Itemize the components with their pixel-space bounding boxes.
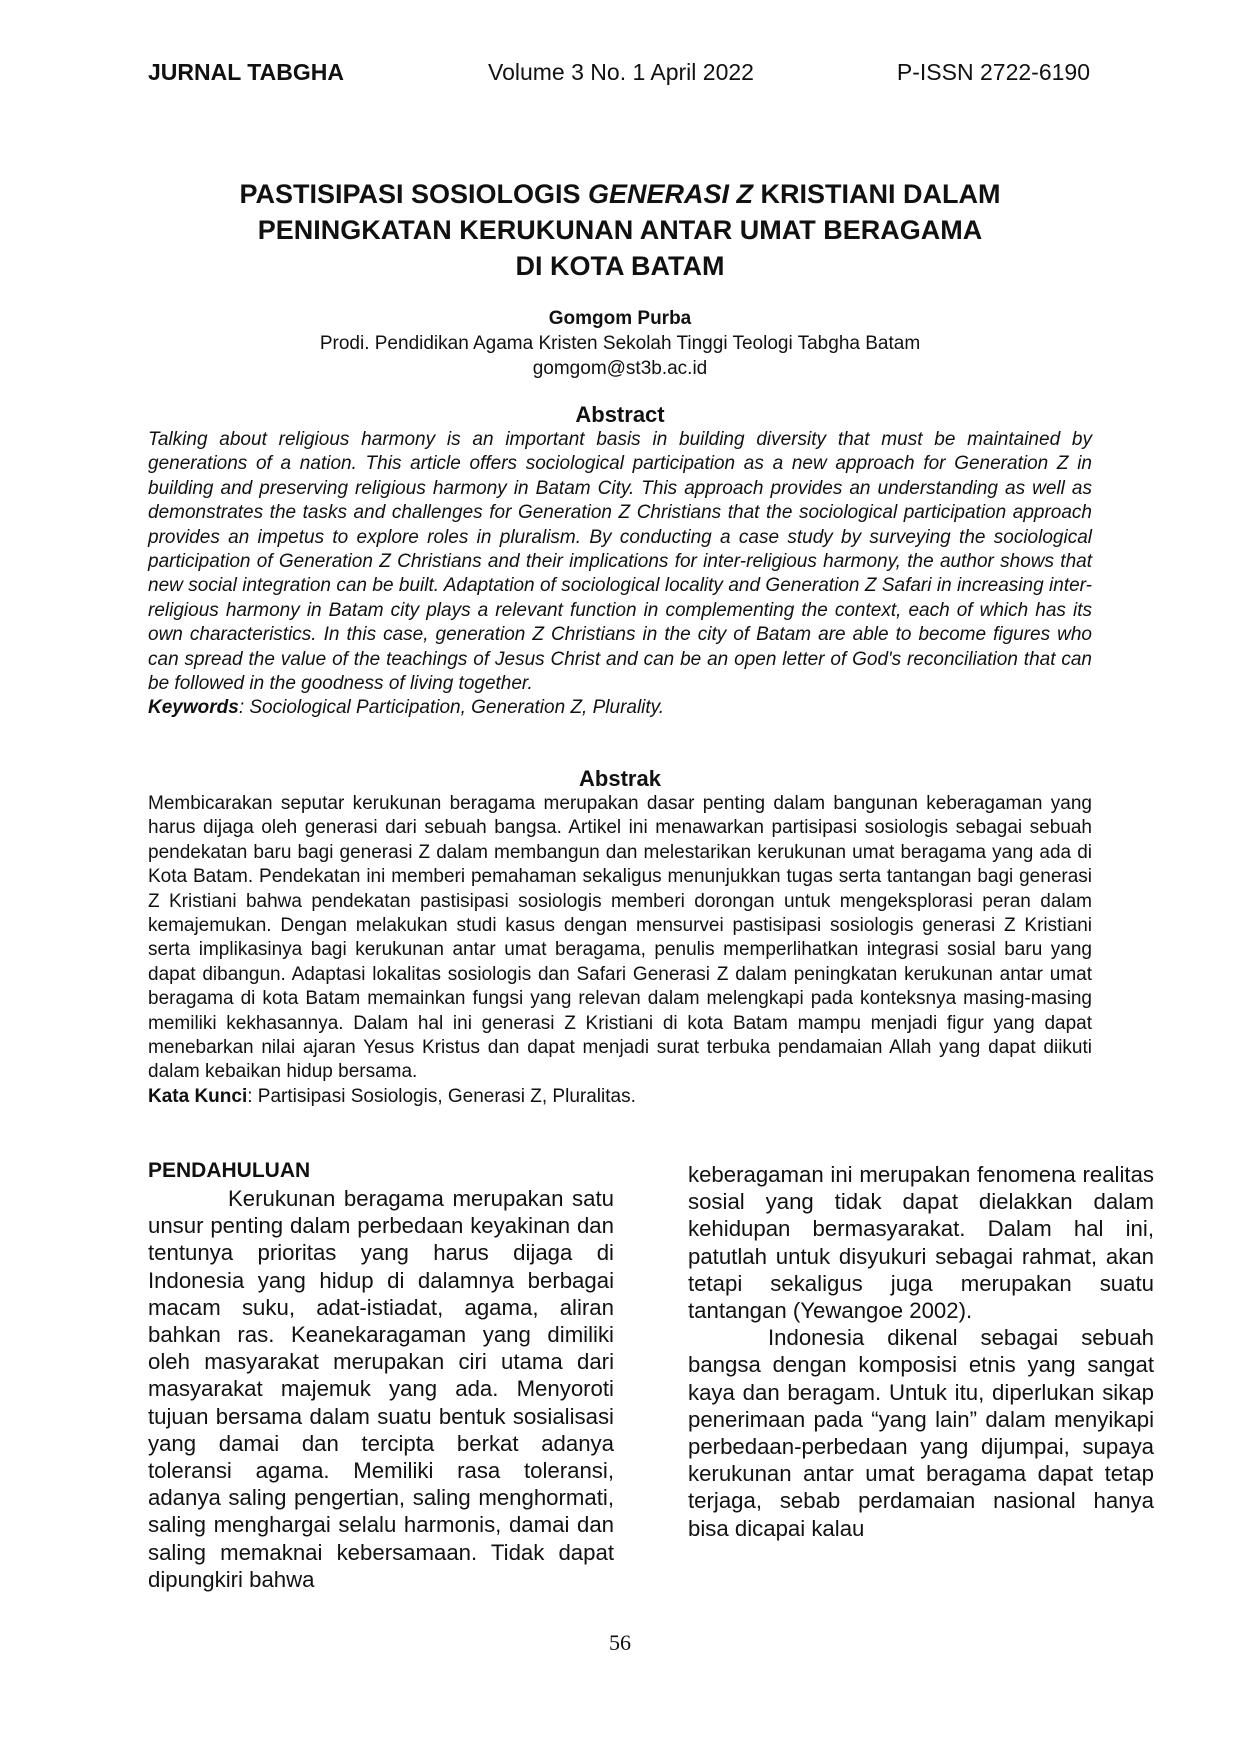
abstract-english-text: Talking about religious harmony is an important basis in building diversity that must be maintained by generations of a nation. This article offers sociological participation as a new approach for Generation Z in building and preserving religious harmony in Batam City. This approach provides an understanding as well as demonstrates the tasks and challenges for Generation Z Christians that the sociological participation approach provides an impetus to explore roles in pluralism. By conducting a case study by surveying the sociological participation of Generation Z Christians and their implications for inter-religious harmony, the author shows that new social integration can be built. Adaptation of sociological locality and Generation Z Safari in increasing inter-religious harmony in Batam city plays a relevant function in complementing the context, each of which has its own characteristics. In this case, generation Z Christians in the city of Batam are able to become figures who can spread the value of the teachings of Jesus Christ and can be an open letter of God's reconciliation that can be followed in the goodness of living together. xyxy=(148,429,1092,695)
volume-info: Volume 3 No. 1 April 2022 xyxy=(488,59,754,85)
title-line-3: DI KOTA BATAM xyxy=(515,251,725,281)
author-block xyxy=(148,306,1092,381)
body-column-right xyxy=(688,1161,1154,1542)
page-number: 56 xyxy=(609,1630,631,1655)
body-paragraph-1-continued: keberagaman ini merupakan fenomena realitas sosial yang tidak dapat dielakkan dalam kehidupan bermasyarakat. Dalam hal ini, patutlah untuk disyukuri sebagai rahmat, akan tetapi sekaligus juga merupakan suatu tantangan (Yewangoe 2002). xyxy=(688,1162,1154,1324)
author-affiliation: Prodi. Pendidikan Agama Kristen Sekolah Tinggi Teologi Tabgha Batam xyxy=(319,333,921,354)
section-heading: PENDAHULUAN xyxy=(148,1159,311,1182)
keywords-line xyxy=(148,696,1092,720)
author-email: gomgom@st3b.ac.id xyxy=(532,358,708,379)
title-line-1-start: PASTISIPASI SOSIOLOGIS xyxy=(239,179,589,209)
abstract-indonesian-text: Membicarakan seputar kerukunan beragama merupakan dasar penting dalam bangunan keberagaman yang harus dijaga oleh generasi dari sebuah bangsa. Artikel ini menawarkan partisipasi sosiologis sebagai sebuah pendekatan baru bagi generasi Z dalam membangun dan melestarikan kerukunan umat beragama yang ada di Kota Batam. Pendekatan ini memberi pemahaman sekaligus menunjukkan tugas serta tantangan bagi generasi Z Kristiani bahwa pendekatan pastisipasi sosiologis memberi dorongan untuk mengeksplorasi peran dalam kemajemukan. Dengan melakukan studi kasus dengan mensurvei pastisipasi sosiologis generasi Z Kristiani serta implikasinya bagi kerukunan antar umat beragama, penulis memperlihatkan integrasi sosial baru yang dapat dibangun. Adaptasi lokalitas sosiologis dan Safari Generasi Z dalam peningkatan kerukunan antar umat beragama di kota Batam memainkan fungsi yang relevan dalam melengkapi pada konteksnya masing-masing memiliki kekhasannya. Dalam hal ini generasi Z Kristiani di kota Batam mampu menjadi figur yang dapat menebarkan nilai ajaran Yesus Kristus dan dapat menjadi surat terbuka pendamaian Allah yang dapat diikuti dalam kebaikan hidup bersama. xyxy=(148,793,1092,1083)
kata-kunci-label: Kata Kunci xyxy=(148,1085,248,1107)
article-title xyxy=(148,176,1092,284)
title-line-2: PENINGKATAN KERUKUNAN ANTAR UMAT BERAGAMA xyxy=(257,215,983,245)
abstrak-heading: Abstrak xyxy=(579,766,661,791)
title-line-1-end: KRISTIANI DALAM xyxy=(753,179,1001,209)
kata-kunci-line xyxy=(148,1085,1092,1109)
body-column-left xyxy=(148,1158,614,1593)
body-paragraph-2: Indonesia dikenal sebagai sebuah bangsa dengan komposisi etnis yang sangat kaya dan beragam. Untuk itu, diperlukan sikap penerimaan pada “yang lain” dalam menyikapi perbedaan-perbedaan yang dijumpai, supaya kerukunan antar umat beragama dapat tetap terjaga, sebab perdamaian nasional hanya bisa dicapai kalau xyxy=(688,1325,1154,1541)
title-line-1 xyxy=(148,176,1092,212)
abstract-heading: Abstract xyxy=(575,402,665,427)
journal-name: JURNAL TABGHA xyxy=(148,59,344,85)
abstract-english xyxy=(148,428,1092,721)
keywords-label: Keywords xyxy=(148,697,239,719)
keywords-value: : Sociological Participation, Generation Z, Plurality. xyxy=(238,697,665,719)
issn: P-ISSN 2722-6190 xyxy=(896,59,1090,85)
abstract-indonesian xyxy=(148,792,1092,1109)
title-line-1-italic: GENERASI Z xyxy=(588,179,754,209)
author-name: Gomgom Purba xyxy=(548,308,692,329)
body-paragraph-1: Kerukunan beragama merupakan satu unsur penting dalam perbedaan keyakinan dan tentunya prioritas yang harus dijaga di Indonesia yang hidup di dalamnya berbagai macam suku, adat-istiadat, agama, aliran bahkan ras. Keanekaragaman yang dimiliki oleh masyarakat merupakan ciri utama dari masyarakat majemuk yang ada. Menyoroti tujuan bersama dalam suatu bentuk sosialisasi yang damai dan tercipta berkat adanya toleransi agama. Memiliki rasa toleransi, adanya saling pengertian, saling menghormati, saling menghargai selalu harmonis, damai dan saling memaknai kebersamaan. Tidak dapat dipungkiri bahwa xyxy=(148,1186,614,1592)
kata-kunci-value: : Partisipasi Sosiologis, Generasi Z, Pluralitas. xyxy=(247,1085,636,1107)
